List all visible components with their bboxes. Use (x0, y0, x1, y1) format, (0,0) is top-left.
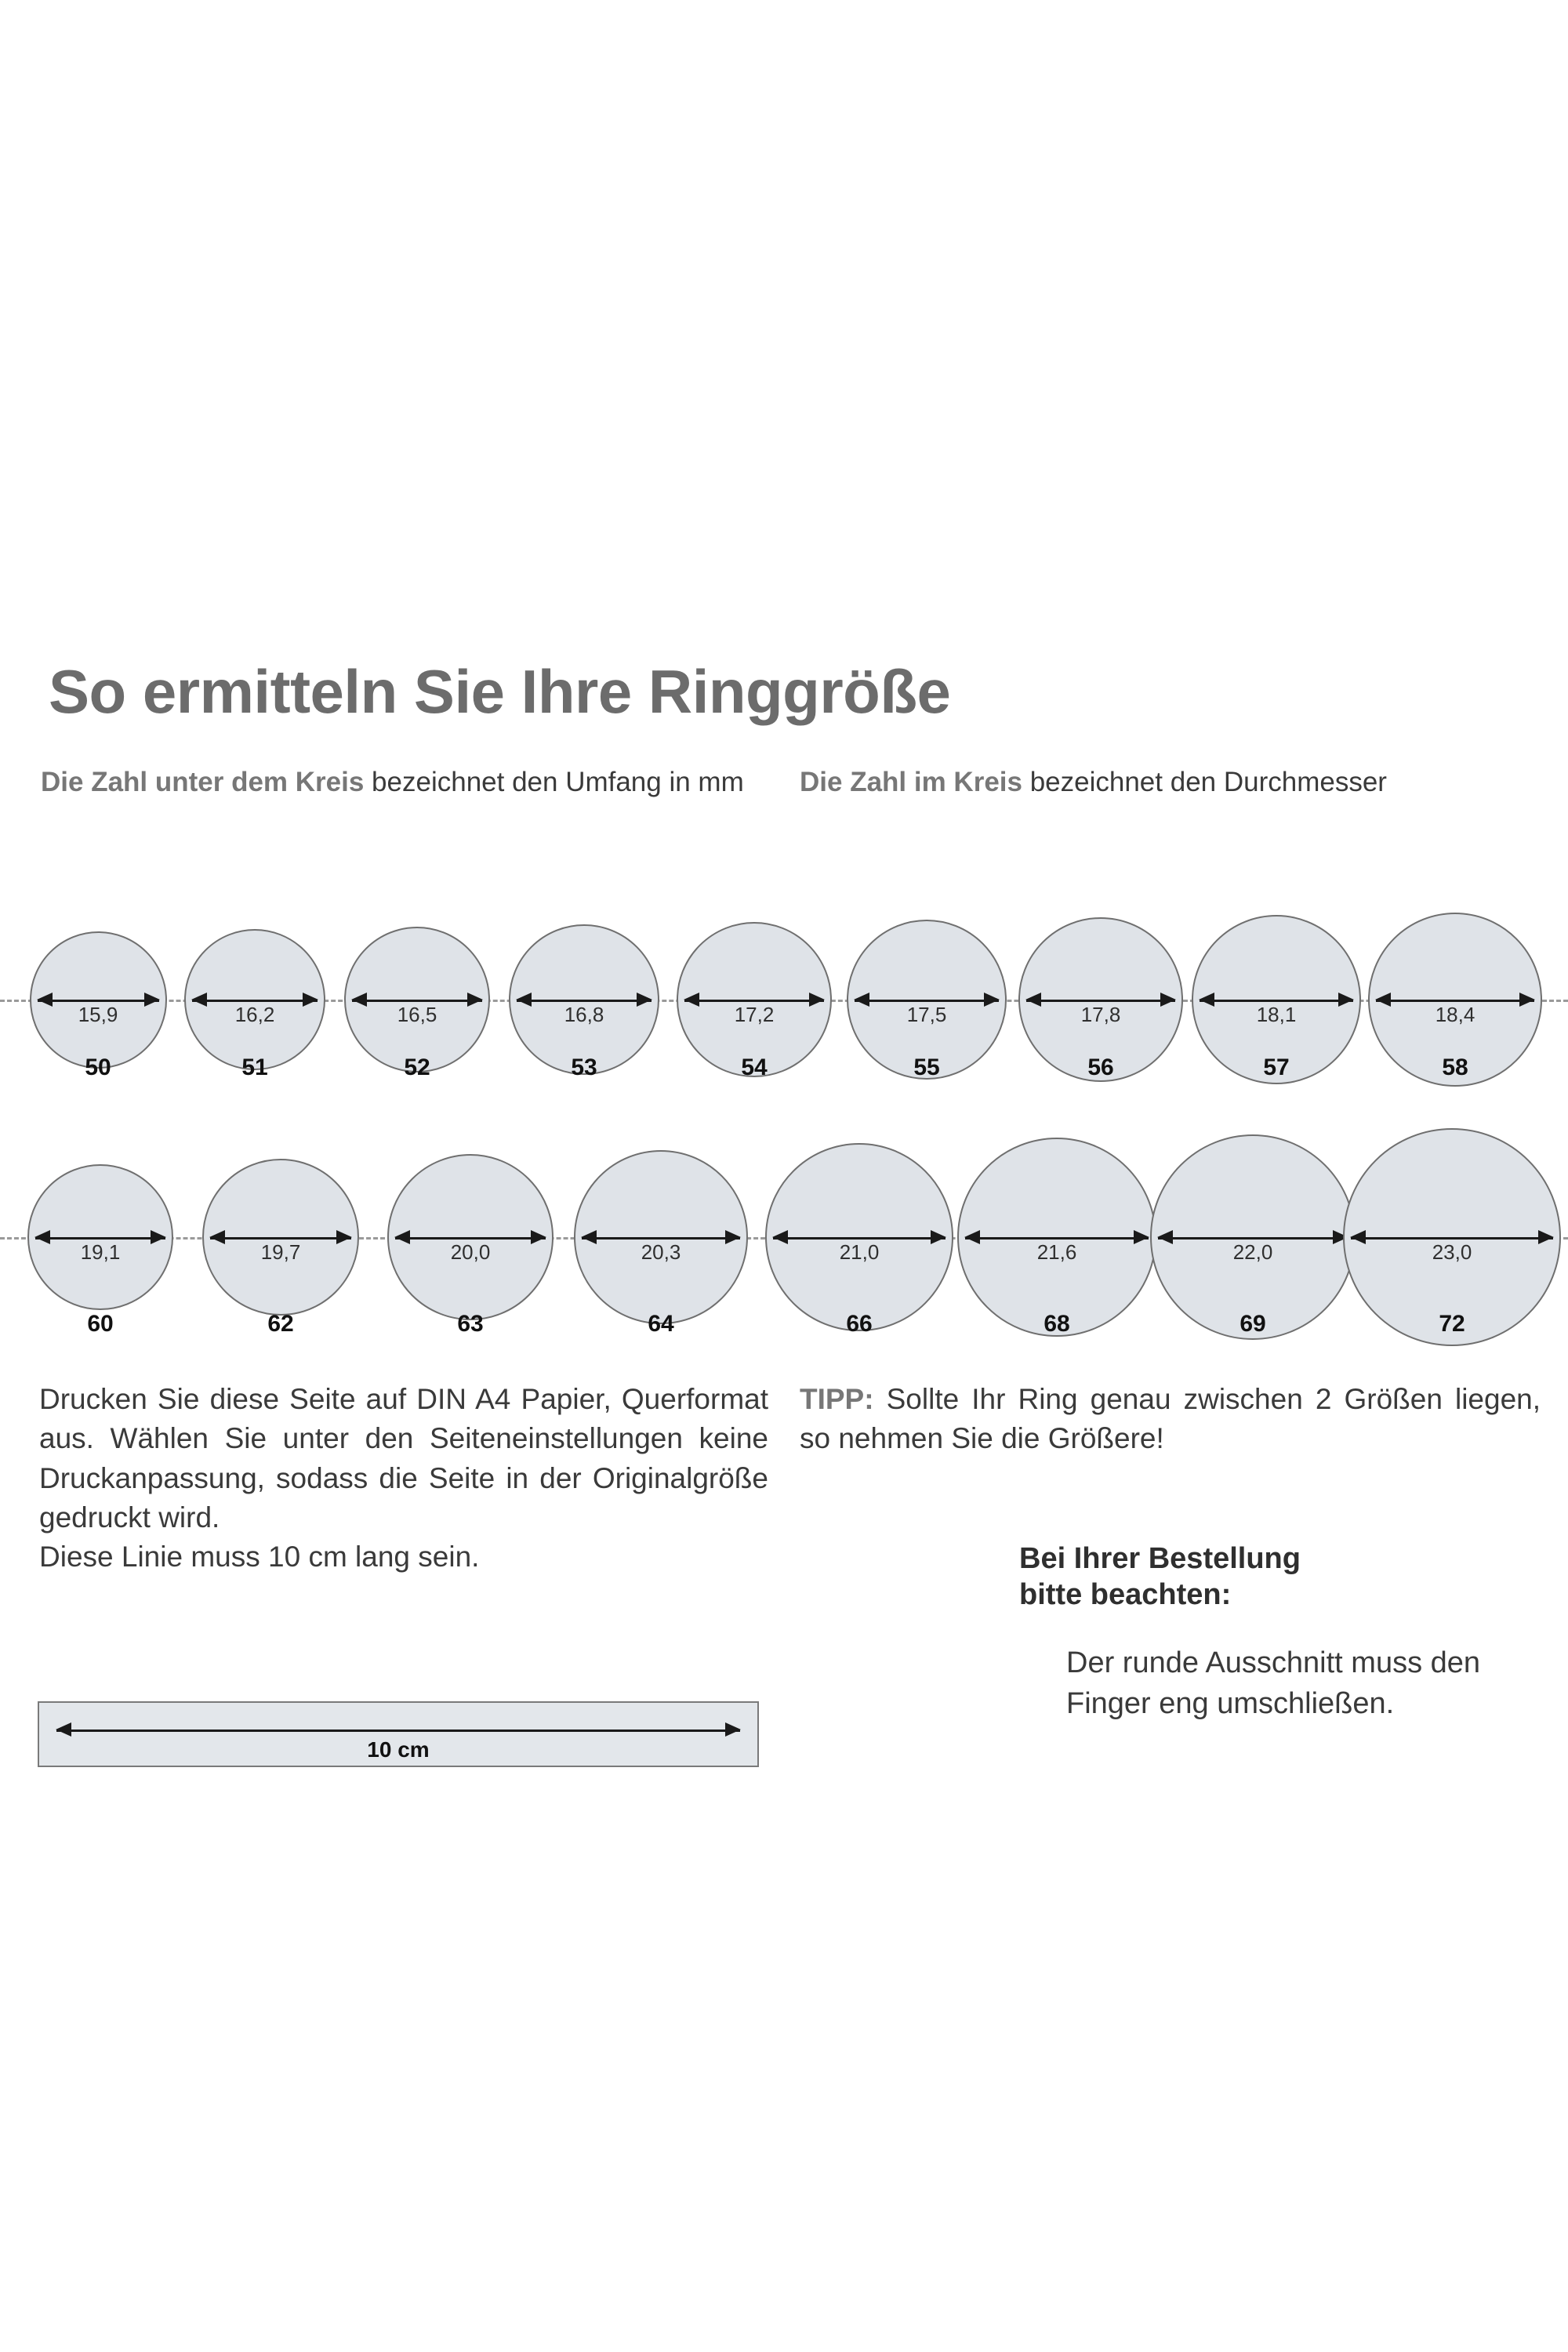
arrow-left-icon (1025, 993, 1041, 1007)
intro-right-lead: Die Zahl im Kreis (800, 767, 1022, 797)
diameter-arrow-line (1351, 1237, 1553, 1240)
print-instructions-text: Drucken Sie diese Seite auf DIN A4 Papier, Querformat aus. Wählen Sie unter den Seiteneinstellungen keine Druckanpassung, sodass die Seite in der Originalgröße gedruckt wird. (39, 1383, 768, 1534)
ring-diameter-label: 17,8 (1080, 1003, 1121, 1026)
arrow-left-icon (351, 993, 367, 1007)
ring-diameter-label: 21,0 (839, 1240, 880, 1264)
line-check-text: Diese Linie muss 10 cm lang sein. (39, 1541, 480, 1573)
ring-size-label: 68 (1044, 1311, 1070, 1337)
diameter-arrow-line (1200, 1000, 1353, 1002)
ring-size-label: 50 (85, 1054, 111, 1080)
ring-size-label: 69 (1240, 1311, 1266, 1337)
ring-size-label: 66 (846, 1311, 873, 1337)
ring-diameter-label: 17,5 (906, 1003, 947, 1026)
intro-left-lead: Die Zahl unter dem Kreis (41, 767, 365, 797)
ring-size-label: 54 (741, 1054, 768, 1080)
arrow-right-icon (637, 993, 652, 1007)
diameter-arrow-line (192, 1000, 318, 1002)
ring-diameter-label: 15,9 (78, 1003, 118, 1026)
arrow-right-icon (151, 1230, 166, 1244)
arrow-left-icon (37, 993, 53, 1007)
ring-diameter-label: 18,1 (1256, 1003, 1297, 1026)
order-note-heading (1019, 1541, 1552, 1613)
ring-size-label: 51 (241, 1054, 268, 1080)
diameter-arrow-line (965, 1237, 1149, 1240)
diameter-arrow-line (773, 1237, 946, 1240)
diameter-arrow-line (395, 1237, 546, 1240)
ring-size-label: 64 (648, 1311, 674, 1337)
arrow-left-icon (684, 993, 699, 1007)
arrow-left-icon (1199, 993, 1214, 1007)
arrow-right-icon (984, 993, 1000, 1007)
ring-diameter-label: 16,2 (234, 1003, 275, 1026)
diameter-arrow-line (35, 1237, 165, 1240)
diameter-arrow-line (352, 1000, 482, 1002)
ring-diameter-label: 20,0 (450, 1240, 491, 1264)
arrow-right-icon (1134, 1230, 1149, 1244)
ring-size-label: 57 (1263, 1054, 1290, 1080)
order-note-heading-line1: Bei Ihrer Bestellung (1019, 1542, 1301, 1575)
ring-size-label: 55 (913, 1054, 940, 1080)
arrow-right-icon (144, 993, 160, 1007)
ring-size-label: 63 (457, 1311, 484, 1337)
ring-diameter-label: 16,8 (564, 1003, 604, 1026)
arrow-right-icon (809, 993, 825, 1007)
diameter-arrow-line (1158, 1237, 1348, 1240)
diameter-arrow-line (1026, 1000, 1175, 1002)
arrow-left-icon (394, 1230, 410, 1244)
ruler-10cm (38, 1701, 759, 1767)
arrow-left-icon (34, 1230, 50, 1244)
diameter-arrow-line (855, 1000, 999, 1002)
intro-text-circumference (41, 764, 770, 800)
arrow-left-icon (191, 993, 207, 1007)
intro-left-rest: bezeichnet den Umfang in mm (364, 767, 744, 797)
diameter-arrow-line (38, 1000, 159, 1002)
arrow-right-icon (336, 1230, 352, 1244)
ring-diameter-label: 18,4 (1435, 1003, 1475, 1026)
arrow-left-icon (56, 1722, 71, 1737)
diameter-arrow-line (582, 1237, 740, 1240)
arrow-left-icon (854, 993, 869, 1007)
arrow-right-icon (1338, 993, 1354, 1007)
ring-size-label: 62 (267, 1311, 294, 1337)
ring-diameter-label: 17,2 (734, 1003, 775, 1026)
ring-diameter-label: 19,1 (80, 1240, 121, 1264)
ring-diameter-label: 20,3 (641, 1240, 681, 1264)
diameter-arrow-line (684, 1000, 824, 1002)
ring-diameter-label: 19,7 (260, 1240, 301, 1264)
arrow-right-icon (725, 1722, 741, 1737)
arrow-left-icon (581, 1230, 597, 1244)
order-note-heading-line2: bitte beachten: (1019, 1578, 1232, 1612)
arrow-right-icon (1160, 993, 1176, 1007)
print-instructions (39, 1380, 768, 1577)
diameter-arrow-line (517, 1000, 652, 1002)
arrow-right-icon (931, 1230, 946, 1244)
arrow-left-icon (209, 1230, 225, 1244)
ring-size-label: 72 (1439, 1311, 1465, 1337)
arrow-right-icon (725, 1230, 741, 1244)
order-note-body: Der runde Ausschnitt muss den Finger eng umschließen. (1066, 1646, 1481, 1721)
ring-size-label: 56 (1087, 1054, 1114, 1080)
ruler-label: 10 cm (367, 1737, 430, 1762)
arrow-left-icon (1157, 1230, 1173, 1244)
arrow-left-icon (516, 993, 532, 1007)
intro-right-rest: bezeichnet den Durchmesser (1022, 767, 1387, 797)
tip-label: TIPP: (800, 1383, 874, 1415)
arrow-left-icon (1350, 1230, 1366, 1244)
arrow-left-icon (1375, 993, 1391, 1007)
ruler-arrow-line (56, 1730, 740, 1732)
page-title: So ermitteln Sie Ihre Ringgröße (49, 657, 951, 727)
ring-diameter-label: 23,0 (1432, 1240, 1472, 1264)
arrow-right-icon (1538, 1230, 1554, 1244)
ring-size-label: 58 (1442, 1054, 1468, 1080)
arrow-left-icon (964, 1230, 980, 1244)
arrow-right-icon (1519, 993, 1535, 1007)
ring-size-label: 60 (87, 1311, 114, 1337)
arrow-right-icon (303, 993, 318, 1007)
tip-text: Sollte Ihr Ring genau zwischen 2 Größen liegen, so nehmen Sie die Größere! (800, 1383, 1541, 1455)
ring-diameter-label: 16,5 (397, 1003, 437, 1026)
arrow-right-icon (467, 993, 483, 1007)
ring-size-label: 53 (571, 1054, 597, 1080)
ring-size-label: 52 (404, 1054, 430, 1080)
tip-block (800, 1380, 1541, 1459)
diameter-arrow-line (1376, 1000, 1534, 1002)
intro-text-diameter (800, 764, 1537, 800)
ring-diameter-label: 21,6 (1036, 1240, 1077, 1264)
arrow-right-icon (531, 1230, 546, 1244)
diameter-arrow-line (210, 1237, 351, 1240)
arrow-left-icon (772, 1230, 788, 1244)
ring-diameter-label: 22,0 (1232, 1240, 1273, 1264)
